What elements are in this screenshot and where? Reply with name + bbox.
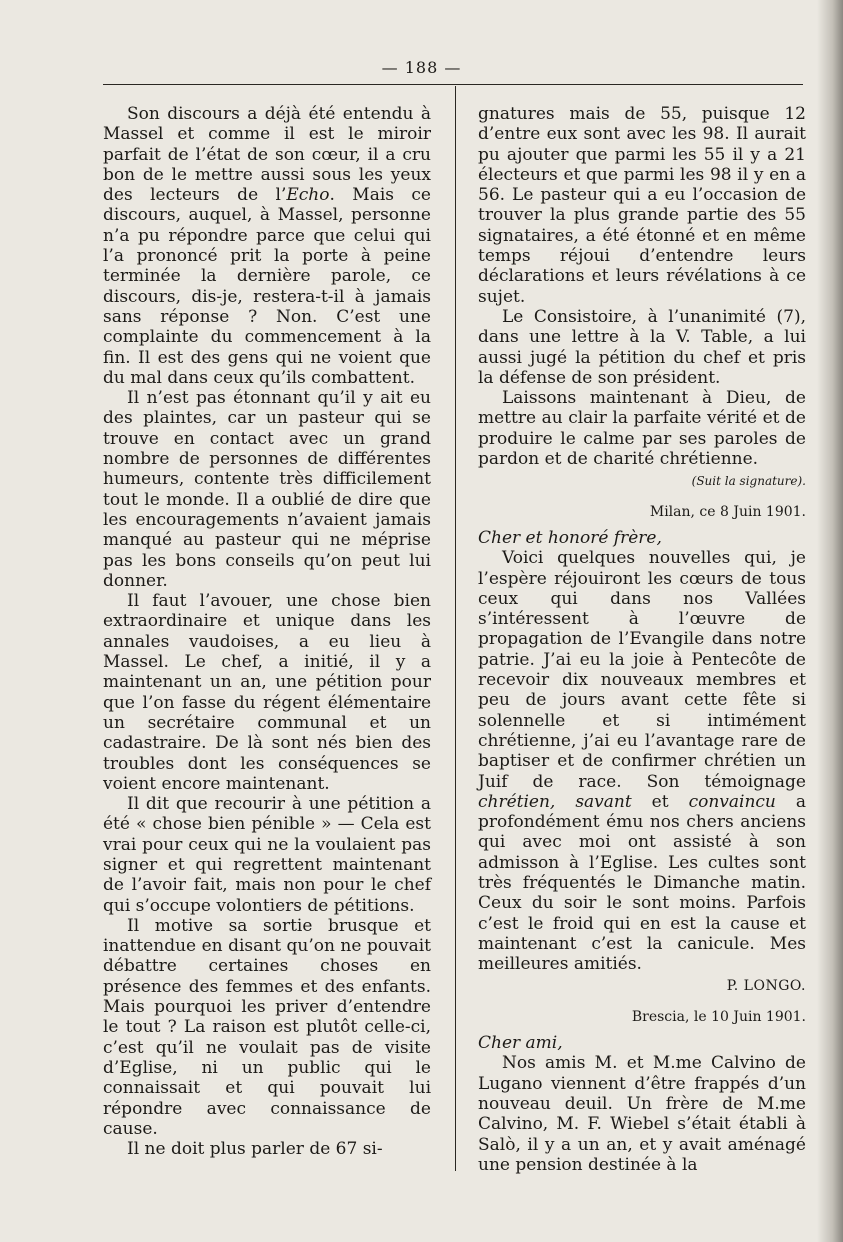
left-paragraph-4: Il dit que recourir à une pétition a été « chose bien pénible » — Cela est vrai pour ceux qui ne la voulaient pas signer et qui regrettent maintenant de l’avoir fait, mais non pour le chef qui s’occupe volontiers de pétitions. [103, 794, 431, 916]
page-number: — 188 — [381, 58, 462, 77]
right-column [478, 104, 806, 1175]
left-paragraph-3: Il faut l’avouer, une chose bien extraordinaire et unique dans les annales vaudoises, a eu lieu à Massel. Le chef, a initié, il y a maintenant un an, une pétition pour que l’on fasse du régent élémentaire un secrétaire communal et un cadastraire. De là sont nés bien des troubles dont les conséquences se voient encore maintenant. [103, 591, 431, 794]
left-paragraph-2: Il n’est pas étonnant qu’il y ait eu des plaintes, car un pasteur qui se trouve en contact avec un grand nombre de personnes de différentes humeurs, contente très difficilement tout le monde. Il a oublié de dire que les encouragements n’avaient jamais manqué au pasteur qui ne méprise pas les bons conseils qu’on peut lui donner. [103, 388, 431, 591]
letter-2-dateline: Brescia, le 10 Juin 1901. [631, 1008, 806, 1025]
letter-1-signature: P. LONGO. [726, 978, 806, 995]
letter-1-salutation: Cher et honoré frère, [478, 527, 662, 548]
letter-2-salutation: Cher ami, [478, 1033, 563, 1054]
right-paragraph-3: Laissons maintenant à Dieu, de mettre au clair la parfaite vérité et de produire le calme par ses paroles de pardon et de charité chrétienne. [478, 388, 806, 470]
page-edge-shadow [817, 0, 843, 1242]
letter-2-body: Nos amis M. et M.me Calvino de Lugano viennent d’être frappés d’un nouveau deuil. Un frère de M.me Calvino, M. F. Wiebel s’était établi à Salò, il y a un an, et y avait aménagé une pension destinée à la [478, 1053, 806, 1175]
left-paragraph-6: Il ne doit plus parler de 67 si- [127, 1139, 383, 1160]
header-rule [103, 84, 803, 85]
right-paragraph-2: Le Consistoire, à l’unanimité (7), dans une lettre à la V. Table, a lui aussi jugé la pétition du chef et pris la défense de son président. [478, 306, 806, 388]
letter-1-dateline: Milan, ce 8 Juin 1901. [649, 503, 806, 520]
left-column [103, 104, 431, 1159]
column-divider [455, 86, 456, 1171]
left-paragraph-1: Son discours a déjà été entendu à Massel et comme il est le miroir parfait de l’état de son cœur, il a cru bon de le mettre aussi sous les yeux des lecteurs de l’Echo. Mais ce discours, auquel, à Massel, personne n’a pu répondre parce que celui qui l’a prononcé prit la porte à peine terminée la dernière parole, ce discours, dis-je, restera-t-il à jamais sans réponse ? Non. C’est une complainte du commencement à la fin. Il est des gens qui ne voient que du mal dans ceux qu’ils combattent. [103, 104, 431, 388]
journal-title: Echo [286, 185, 330, 206]
letter-1-body: Voici quelques nouvelles qui, je l’espère réjouiront les cœurs de tous ceux qui dans nos Vallées s’intéressent à l’œuvre de propagation de l’Evangile dans notre patrie. J’ai eu la joie à Pentecôte de recevoir dix nouveaux membres et peu de jours avant cette fête si solennelle et si intimément chrétienne, j’ai eu l’avantage rare de baptiser et de confirmer chrétien un Juif de race. Son témoignage chrétien, savant et convaincu a profondément ému nos chers anciens qui avec moi ont assisté à son admisson à l’Eglise. Les cultes sont très fréquentés le Dimanche matin. Ceux du soir le sont moins. Parfois c’est le froid qui en est la cause et maintenant c’est la canicule. Mes meilleures amitiés. [478, 548, 806, 975]
signature-note: (Suit la signature). [691, 474, 806, 489]
left-paragraph-5: Il motive sa sortie brusque et inattendue en disant qu’on ne pouvait débattre certaines choses en présence des femmes et des enfants. Mais pourquoi les priver d’entendre le tout ? La raison est plutôt celle-ci, c’est qu’il ne voulait pas de visite d’Eglise, ni un public qui le connaissait et qui pouvait lui répondre avec connaissance de cause. [103, 915, 431, 1139]
right-paragraph-1: gnatures mais de 55, puisque 12 d’entre eux sont avec les 98. Il aurait pu ajouter que parmi les 55 il y a 21 électeurs et que parmi les 98 il y en a 56. Le pasteur qui a eu l’occasion de trouver la plus grande partie des 55 signataires, a été étonné et en même temps réjoui d’entendre leurs déclarations et leurs révélations à ce sujet. [478, 104, 806, 307]
